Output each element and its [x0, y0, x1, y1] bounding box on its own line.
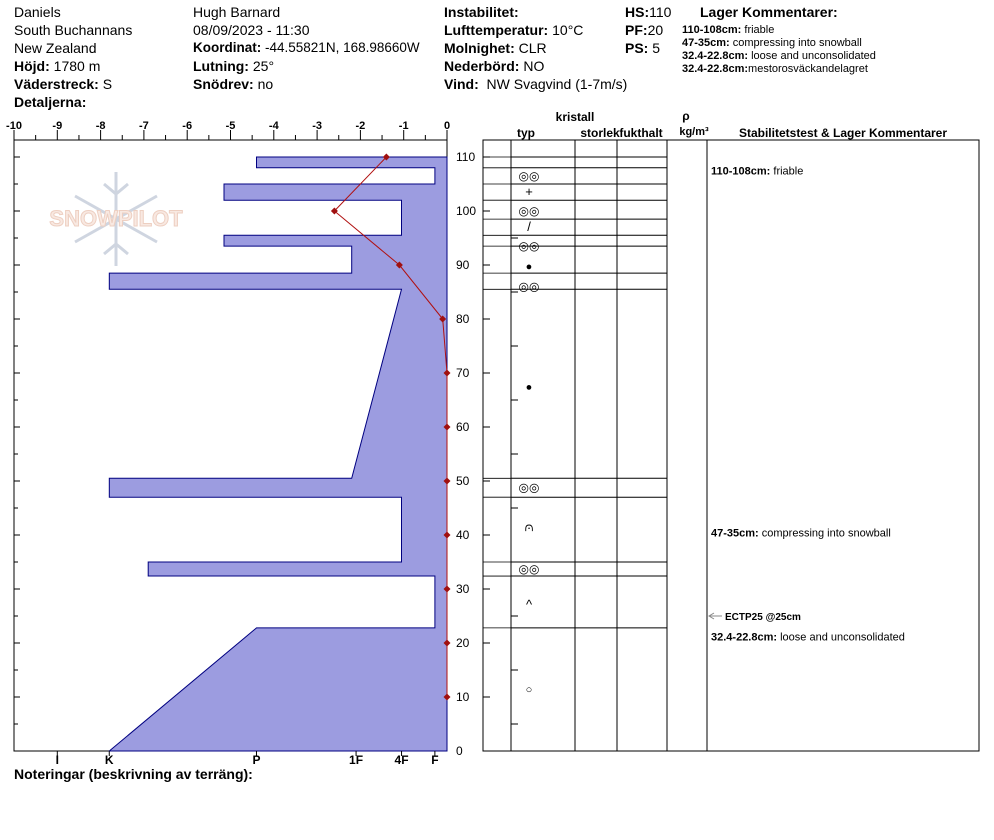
grain-symbol: ● — [525, 261, 533, 274]
layer-comment-1-text: friable — [744, 24, 775, 36]
aspect-label: Väderstreck: — [14, 76, 99, 92]
coordinate-label: Koordinat: — [193, 40, 262, 55]
grain-symbol: + — [525, 184, 533, 200]
layer-comment-3-range: 32.4-22.8cm: — [682, 50, 749, 62]
grain-symbol: ◎◎ — [518, 239, 540, 254]
wind-value: NW Svagvind (1-7m/s) — [486, 76, 628, 92]
moisture-column-header: fukthalt — [619, 126, 663, 140]
hardness-tick-label: K — [104, 753, 114, 767]
depth-tick-label: 110 — [456, 150, 476, 164]
layer-table — [483, 140, 707, 751]
temp-tick-label: -5 — [225, 120, 236, 132]
ps-label: PS: — [625, 40, 649, 56]
grain-symbol: ⩀ — [524, 518, 534, 534]
temperature-axis — [6, 120, 450, 140]
grain-symbols — [519, 169, 540, 696]
precip-value: NO — [523, 58, 545, 74]
aspect-value: S — [102, 76, 113, 92]
stability-column-header: Stabilitetstest & Lager Kommentarer — [738, 126, 948, 140]
hardness-tick-label: I — [55, 753, 59, 767]
temp-tick-label: -3 — [312, 120, 322, 132]
hardness-tick-label: F — [431, 753, 439, 767]
temp-tick-label: -8 — [95, 120, 106, 132]
depth-tick-label: 70 — [456, 366, 470, 380]
elevation-value: 1780 m — [53, 58, 101, 74]
stability-comment-text: compressing into snowball — [758, 527, 891, 540]
stability-comment — [711, 166, 803, 178]
temp-tick-label: -10 — [6, 120, 22, 132]
density-unit: kg/m³ — [679, 126, 709, 138]
terrain-notes-label: Noteringar (beskrivning av terräng): — [14, 766, 253, 782]
temp-tick-label: -2 — [355, 120, 366, 132]
drift-value: no — [257, 76, 274, 92]
grain-symbol: ^ — [525, 597, 533, 613]
pf-value: 20 — [647, 22, 664, 38]
stability-comments — [709, 166, 905, 644]
instability-label: Instabilitet: — [444, 4, 519, 20]
depth-tick-label: 90 — [456, 258, 470, 272]
snowpilot-logo — [49, 172, 183, 266]
temp-tick-label: 0 — [443, 120, 451, 132]
temp-tick-label: -4 — [268, 120, 279, 132]
crystal-header: kristall — [555, 110, 595, 124]
wind-label: Vind: — [444, 76, 479, 92]
depth-tick-label: 50 — [456, 474, 470, 488]
depth-tick-label: 40 — [456, 528, 470, 542]
details-label: Detaljerna: — [14, 94, 87, 110]
depth-tick-label: 10 — [456, 690, 470, 704]
pf-label: PF: — [625, 22, 648, 38]
grain-symbol: ◎◎ — [518, 168, 540, 183]
stability-comment-range: 110-108cm: — [711, 165, 771, 178]
hs-label: HS: — [625, 4, 650, 20]
location-name: Daniels — [14, 4, 61, 20]
coordinate-value: -44.55821N, 168.98660W — [265, 40, 420, 55]
logo-text: SNOWPILOT — [49, 206, 183, 231]
stability-comment-range: 47-35cm: — [711, 527, 759, 540]
temp-tick-label: -6 — [182, 120, 193, 132]
depth-tick-label: 100 — [456, 204, 477, 218]
stability-comment — [711, 632, 905, 644]
precip-label: Nederbörd: — [444, 58, 520, 74]
depth-tick-label: 60 — [456, 420, 470, 434]
observer-name: Hugh Barnard — [193, 4, 281, 20]
sky-label: Molnighet: — [444, 40, 515, 56]
region-name: South Buchannans — [14, 22, 133, 38]
type-column-header: typ — [517, 126, 535, 140]
hardness-axis — [56, 751, 439, 767]
stability-test-label: ECTP25 @25cm — [725, 612, 801, 623]
grain-symbol: ◎◎ — [518, 480, 540, 495]
layer-comment-4-text: mestorosväckandelagret — [748, 63, 868, 75]
depth-tick-label: 30 — [456, 582, 470, 596]
hardness-tick-label: 1F — [349, 753, 364, 767]
layer-comment-4-range: 32.4-22.8cm: — [682, 63, 749, 75]
slope-label: Lutning: — [193, 58, 249, 74]
size-column-header: storlek — [580, 126, 620, 140]
layer-comments-title: Lager Kommentarer: — [700, 4, 838, 20]
table-frame — [483, 140, 979, 751]
airtemp-value: 10°C — [552, 22, 584, 38]
depth-tick-label: 20 — [456, 636, 470, 650]
layer-comment-3-text: loose and unconsolidated — [751, 50, 876, 62]
grain-symbol: ○ — [525, 683, 533, 696]
hardness-profile — [109, 157, 447, 751]
grain-symbol: ● — [525, 381, 533, 394]
grain-symbol: ◎◎ — [518, 279, 540, 294]
temp-tick-label: -7 — [139, 120, 149, 132]
grain-symbol: / — [527, 219, 531, 235]
stability-comment-text: loose and unconsolidated — [777, 631, 905, 644]
sky-value: CLR — [518, 40, 547, 56]
hardness-tick-label: P — [252, 753, 261, 767]
layer-comment-2-range: 47-35cm: — [682, 37, 730, 49]
density-symbol: ρ — [682, 109, 690, 123]
grain-symbol: ◎◎ — [518, 204, 540, 218]
stability-comment — [711, 527, 891, 539]
hs-value: 110 — [649, 4, 672, 20]
slope-value: 25° — [252, 58, 275, 74]
hardness-tick-label: 4F — [394, 753, 409, 767]
temp-tick-label: -1 — [398, 120, 409, 132]
ps-value: 5 — [652, 40, 661, 56]
elevation-label: Höjd: — [14, 58, 50, 74]
observation-datetime: 08/09/2023 - 11:30 — [193, 22, 310, 38]
layer-comment-1-range: 110-108cm: — [682, 24, 742, 36]
layer-comment-2-text: compressing into snowball — [732, 37, 862, 49]
stability-comment-text: friable — [770, 165, 804, 178]
depth-tick-label: 0 — [456, 744, 463, 758]
depth-tick-label: 80 — [456, 312, 470, 326]
stability-comment-range: 32.4-22.8cm: — [711, 631, 778, 644]
drift-label: Snödrev: — [193, 76, 254, 92]
grain-symbol: ◎◎ — [518, 562, 540, 577]
temp-tick-label: -9 — [52, 120, 63, 132]
airtemp-label: Lufttemperatur: — [444, 22, 549, 38]
country-name: New Zealand — [14, 40, 97, 56]
